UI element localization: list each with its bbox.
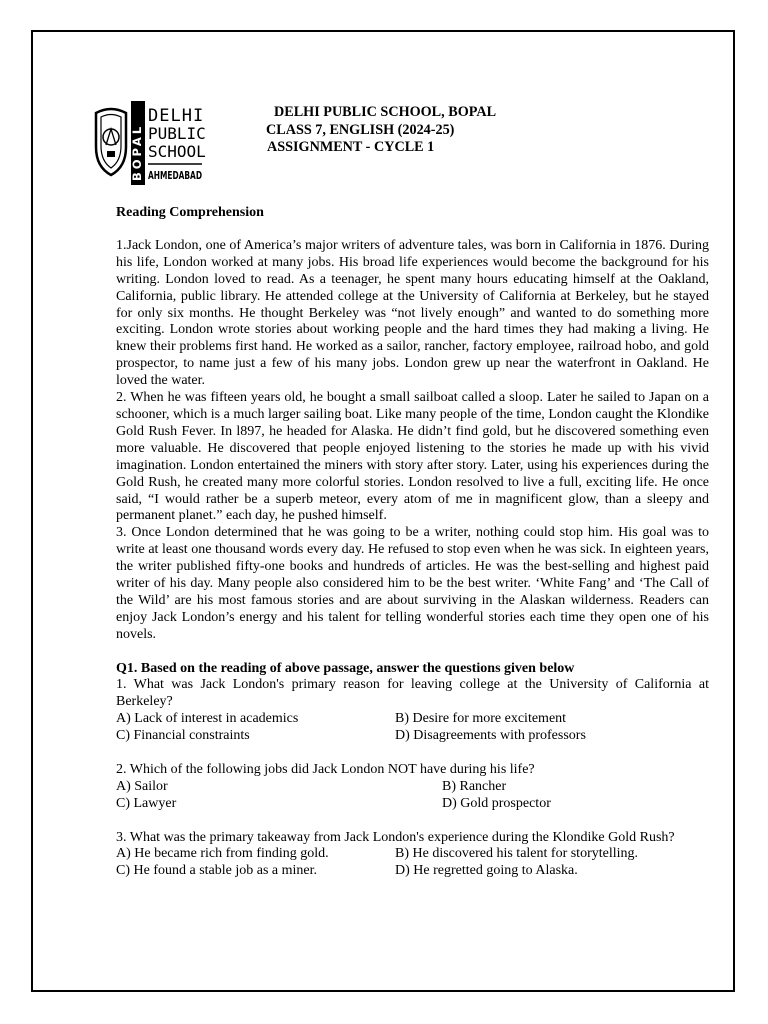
question-1: [116, 677, 709, 745]
document-header: [266, 104, 496, 157]
logo-line-2: PUBLIC: [148, 124, 206, 143]
option-b: B) Desire for more excitement: [395, 711, 567, 727]
option-c: C) He found a stable job as a miner.: [116, 863, 318, 879]
logo-vertical-text: BOPAL: [130, 123, 144, 181]
question-text: 3. What was the primary takeaway from Jack London's experience during the Klondike Gold Rush?: [116, 829, 675, 845]
class-line: CLASS 7, ENGLISH (2024-25): [266, 121, 455, 138]
passage-paragraph-3: 3. Once London determined that he was going to be a writer, nothing could stop him. His goal was to write at least one thousand words every day. He refused to stop even when he was sick. In eighteen years, the writer published fifty-one books and hundreds of articles. He was the best-selling and highest paid writer of his day. Many people also considered him to be the best writer. ‘White Fang’ and ‘The Call of the Wild’ are his most famous stories and are about surviving in the Alaskan wilderness. Readers can enjoy Jack London’s energy and his talent for telling wonderful stories each time they open one of his novels.: [116, 525, 709, 642]
logo-bottom-text: AHMEDABAD: [148, 170, 203, 182]
question-3: [116, 830, 709, 881]
question-text: 1. What was Jack London's primary reason for leaving college at the University of California at Berkeley?: [116, 677, 709, 710]
option-d: D) Disagreements with professors: [395, 728, 586, 744]
school-name: DELHI PUBLIC SCHOOL, BOPAL: [274, 104, 497, 120]
assignment-title: ASSIGNMENT - CYCLE 1: [267, 139, 435, 155]
question-2: [116, 762, 709, 813]
option-c: C) Financial constraints: [116, 728, 250, 744]
school-logo: [93, 99, 206, 187]
passage-paragraph-1: 1.Jack London, one of America’s major writers of adventure tales, was born in California in 1876. During his life, London worked at many jobs. His broad life experiences would become the background for his writing. London loved to read. As a teenager, he spent many hours educating himself at the Oakland, California, public library. He attended college at the University of California at Berkeley, but he stayed for only six months. He thought Berkeley was “not lively enough” and wanted to do something more exciting. London wrote stories about working people and the hard times they had making a living. He knew their problems first hand. He worked as a sailor, rancher, factory employee, railroad hobo, and gold prospector, to name just a few of his many jobs. London grew up near the waterfront in Oakland. He loved the water.: [116, 237, 709, 389]
option-a: A) Lack of interest in academics: [116, 711, 299, 727]
question-text: 2. Which of the following jobs did Jack London NOT have during his life?: [116, 761, 535, 777]
option-a: A) Sailor: [116, 778, 168, 794]
section-title: Reading Comprehension: [116, 205, 264, 220]
option-c: C) Lawyer: [116, 795, 177, 811]
passage-paragraph-2: 2. When he was fifteen years old, he bought a small sailboat called a sloop. Later he sailed to Japan on a schooner, which is a much larger sailing boat. Like many people of the time, London caught the Klondike Gold Rush Fever. In l897, he headed for Alaska. He didn’t find gold, but he discovered something even more valuable. He discovered that people enjoyed listening to the stories he made up with his vivid imagination. London entertained the miners with story after story. Later, using his experiences during the Gold Rush, he created many more colorful stories. London resolved to live a full, exciting life. He once said, “I would rather be a superb meteor, every atom of me in magnificent glow, than a sleepy and permanent planet.” each day, he pushed himself.: [116, 390, 709, 524]
option-d: D) Gold prospector: [442, 795, 551, 811]
option-d: D) He regretted going to Alaska.: [395, 863, 578, 879]
logo-line-3: SCHOOL: [148, 142, 206, 161]
assignment-content: [116, 205, 709, 880]
option-b: B) He discovered his talent for storytelling.: [395, 846, 638, 862]
option-b: B) Rancher: [442, 778, 507, 794]
question-heading: Q1. Based on the reading of above passage, answer the questions given below: [116, 660, 575, 676]
option-a: A) He became rich from finding gold.: [116, 846, 329, 862]
shield-emblem: [96, 109, 126, 175]
logo-line-1: DELHI: [148, 106, 205, 126]
